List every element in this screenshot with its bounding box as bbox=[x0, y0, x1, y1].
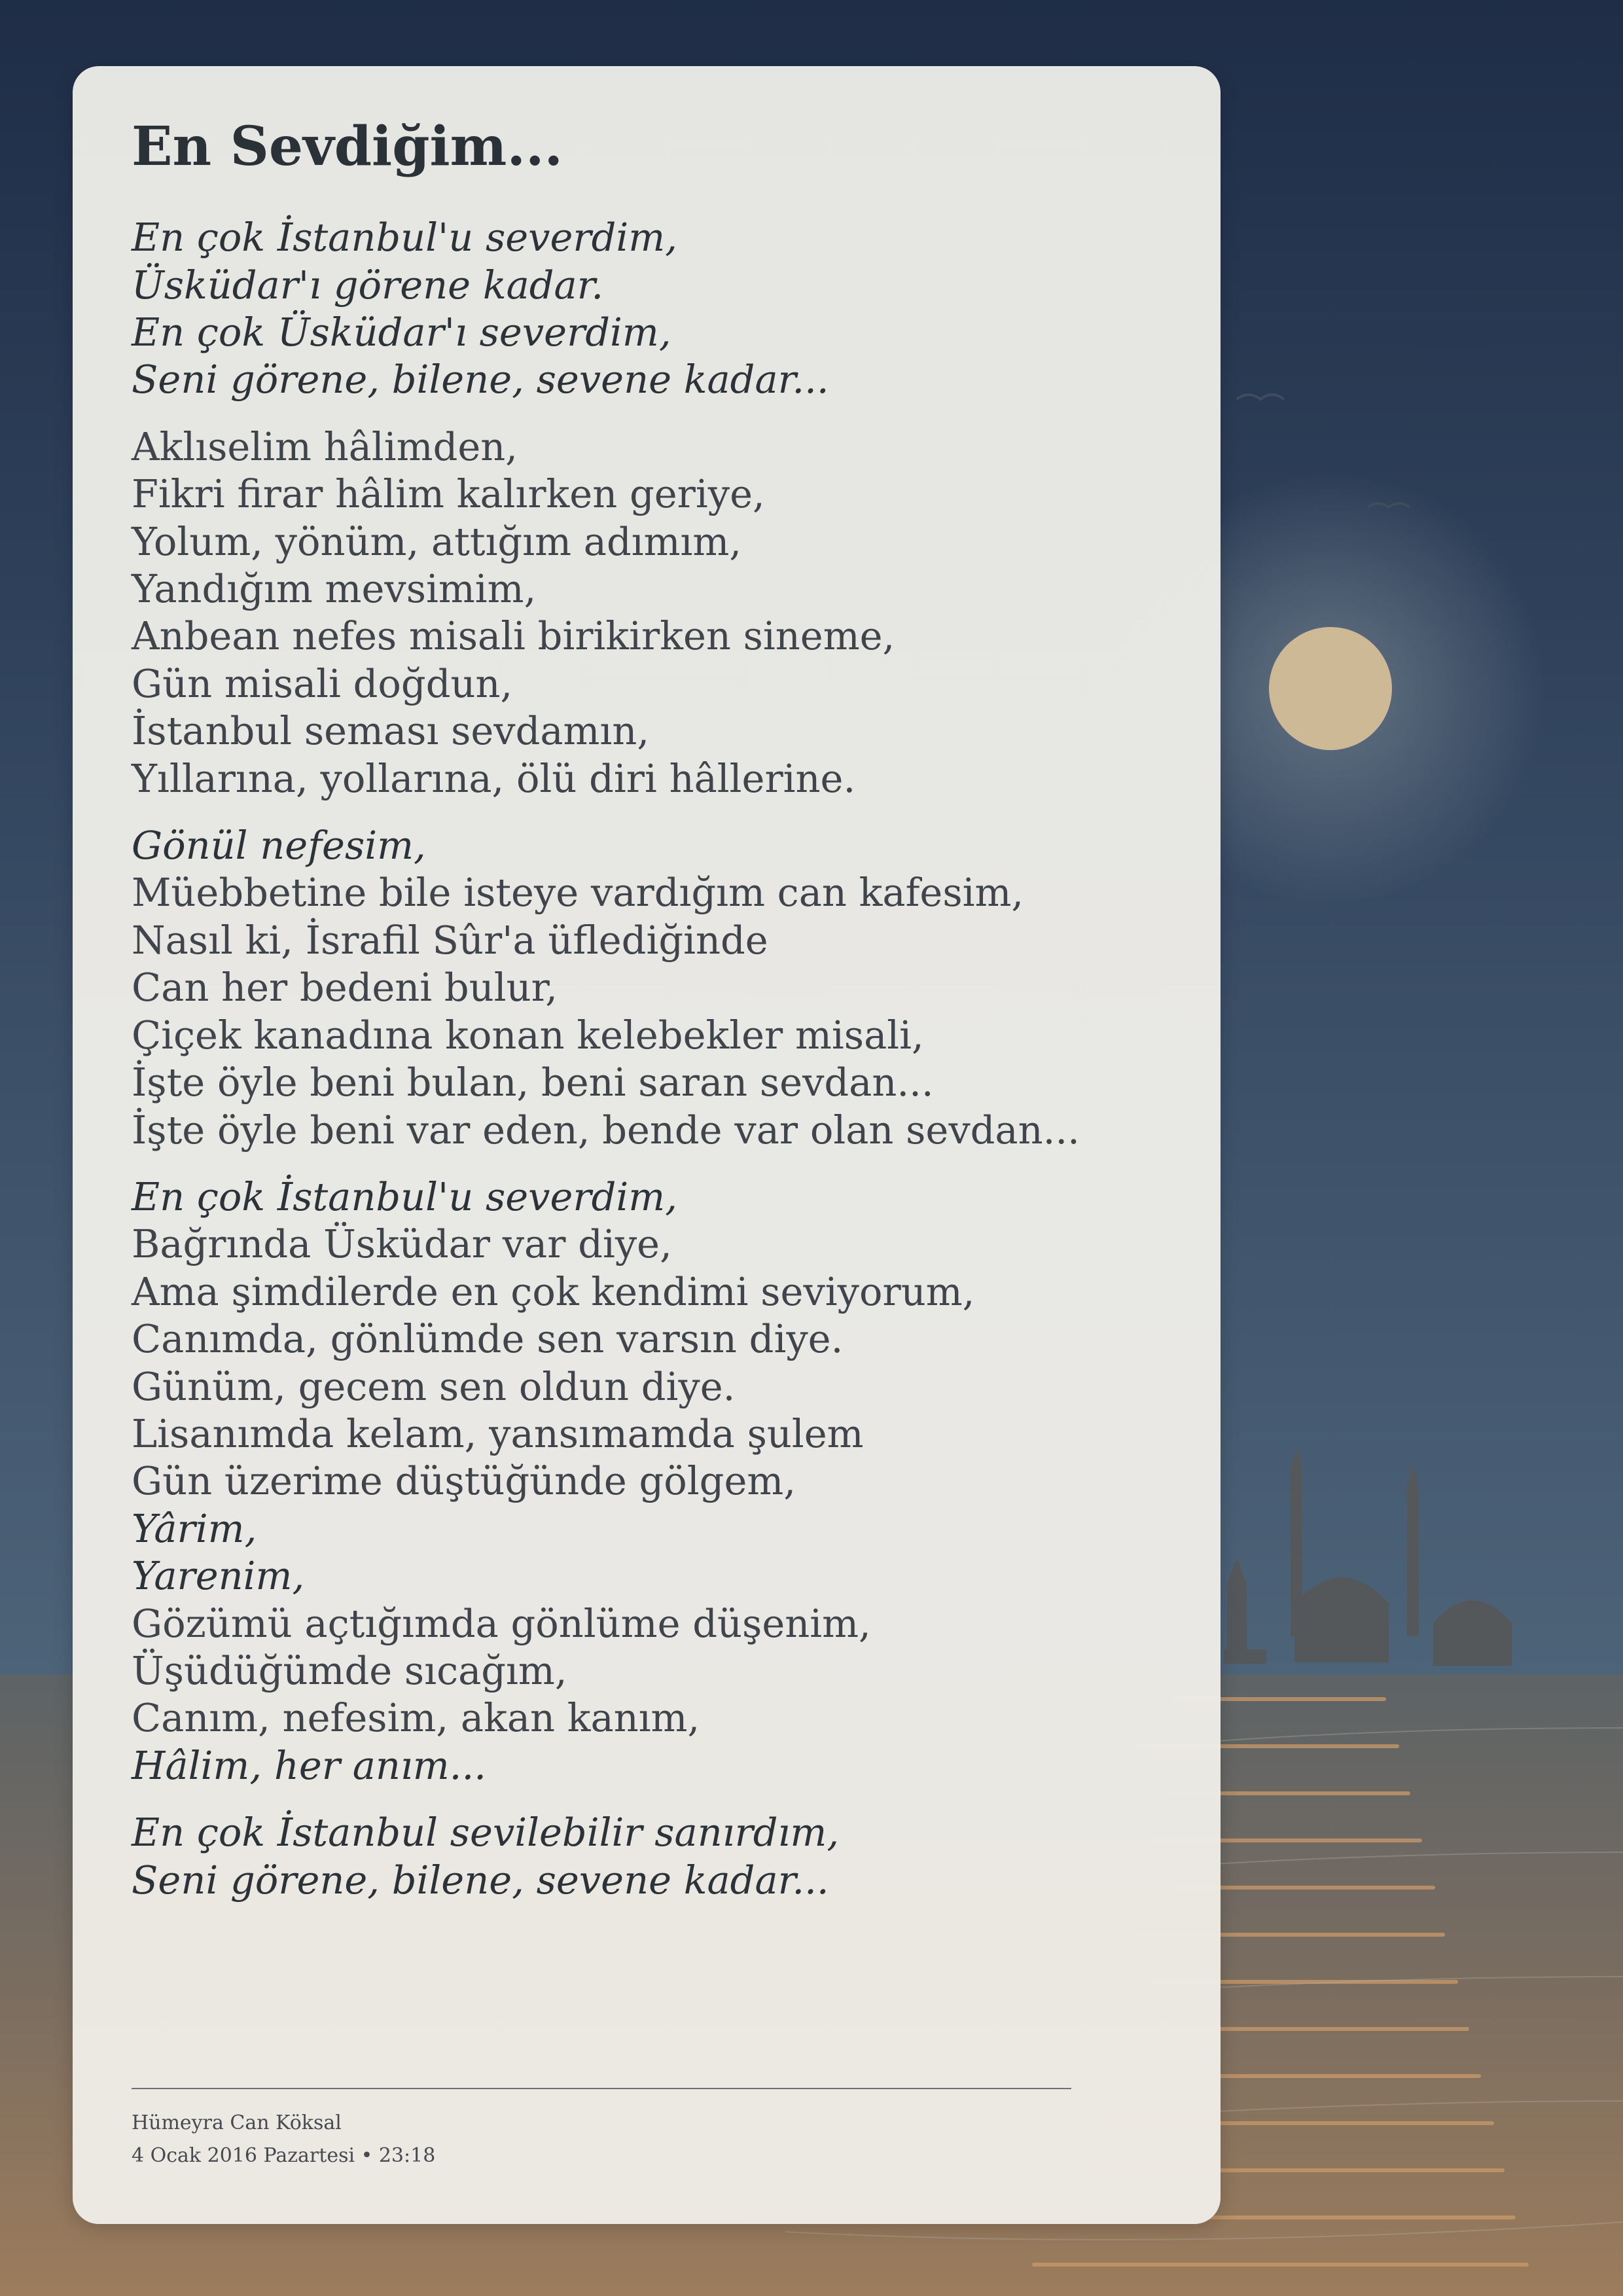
poem-line: Can her bedeni bulur, bbox=[132, 965, 558, 1011]
stanza bbox=[132, 1174, 1162, 1789]
poem-body bbox=[132, 214, 1162, 1904]
poem-line: Üşüdüğümde sıcağım, bbox=[132, 1647, 567, 1693]
poem-line: Nasıl ki, İsrafil Sûr'a üflediğinde bbox=[132, 917, 768, 963]
poem-line: Yârim, bbox=[132, 1505, 257, 1551]
poem-line: Hâlim, her anım... bbox=[132, 1742, 486, 1788]
poem-line: Gözümü açtığımda gönlüme düşenim, bbox=[132, 1600, 871, 1646]
poem-line: Yandığım mevsimim, bbox=[132, 566, 537, 612]
poem-line: Üsküdar'ı görene kadar. bbox=[132, 262, 604, 308]
poem-line: Gün misali doğdun, bbox=[132, 660, 513, 706]
poem-line: Lisanımda kelam, yansımamda şulem bbox=[132, 1410, 864, 1456]
moon bbox=[1269, 627, 1392, 750]
poem-line: En çok İstanbul'u severdim, bbox=[132, 215, 677, 260]
poem-line: İstanbul seması sevdamın, bbox=[132, 708, 650, 754]
poem-line: Aklıselim hâlimden, bbox=[132, 423, 518, 469]
poem-line: Yıllarına, yollarına, ölü diri hâllerine. bbox=[132, 755, 856, 801]
poem-card bbox=[73, 66, 1221, 2224]
poem-line: Bağrında Üsküdar var diye, bbox=[132, 1221, 672, 1267]
poem-line: Seni görene, bilene, sevene kadar... bbox=[132, 1857, 829, 1903]
poem-title: En Sevdiğim... bbox=[132, 115, 563, 178]
poem-line: İşte öyle beni bulan, beni saran sevdan... bbox=[132, 1060, 934, 1105]
poem-line: Günüm, gecem sen oldun diye. bbox=[132, 1363, 736, 1409]
footer-divider bbox=[132, 2088, 1071, 2089]
stanza bbox=[132, 1809, 1162, 1904]
poem-line: En çok İstanbul'u severdim, bbox=[132, 1174, 677, 1219]
poem-line: Gönül nefesim, bbox=[132, 823, 426, 869]
poem-line: Yarenim, bbox=[132, 1553, 305, 1599]
poem-line: Seni görene, bilene, sevene kadar... bbox=[132, 357, 829, 403]
poem-line: Ama şimdilerde en çok kendimi seviyorum, bbox=[132, 1268, 975, 1314]
poem-line: İşte öyle beni var eden, bende var olan sevdan... bbox=[132, 1107, 1080, 1153]
poem-line: Anbean nefes misali birikirken sineme, bbox=[132, 613, 895, 659]
poem-line: Canımda, gönlümde sen varsın diye. bbox=[132, 1316, 844, 1362]
publish-date: 4 Ocak 2016 Pazartesi • 23:18 bbox=[132, 2144, 436, 2167]
poem-line: Yolum, yönüm, attığım adımım, bbox=[132, 518, 742, 564]
stanza bbox=[132, 423, 1162, 802]
stanza bbox=[132, 214, 1162, 404]
poem-footer bbox=[132, 2088, 1071, 2169]
poem-line: Çiçek kanadına konan kelebekler misali, bbox=[132, 1012, 924, 1058]
author-name: Hümeyra Can Köksal bbox=[132, 2111, 342, 2134]
poem-line: Gün üzerime düştüğünde gölgem, bbox=[132, 1458, 796, 1504]
poem-line: Fikri firar hâlim kalırken geriye, bbox=[132, 471, 765, 517]
poem-line: En çok Üsküdar'ı severdim, bbox=[132, 310, 671, 355]
poem-line: Müebbetine bile isteye vardığım can kafesim, bbox=[132, 870, 1024, 916]
poem-line: En çok İstanbul sevilebilir sanırdım, bbox=[132, 1810, 840, 1856]
stanza bbox=[132, 822, 1162, 1154]
poem-line: Canım, nefesim, akan kanım, bbox=[132, 1695, 700, 1741]
